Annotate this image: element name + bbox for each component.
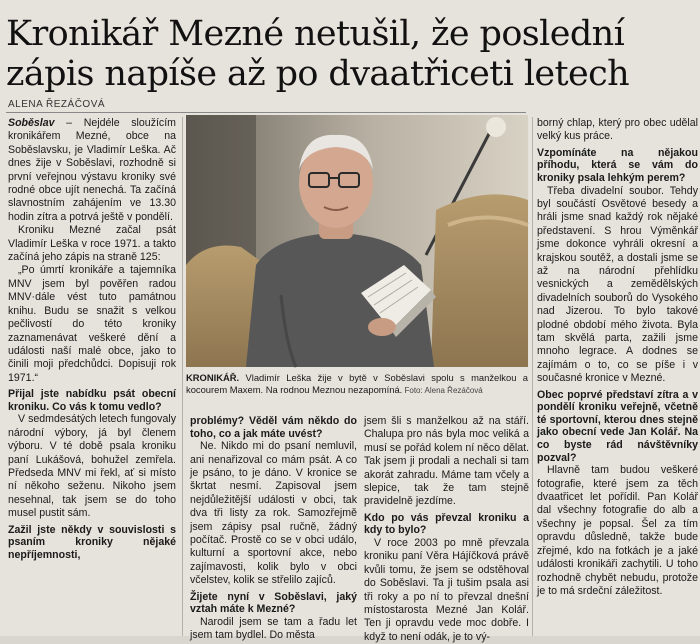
byline-rule — [6, 112, 526, 113]
interview-question: Vzpomínáte na nějakou příhodu, která se vám do kroniky psala lehkým perem? — [537, 146, 698, 184]
column-divider — [182, 117, 183, 636]
interview-question: Přijal jste nabídku psát obecní kroniku. Co vás k tomu vedlo? — [8, 388, 176, 413]
caption-text: Vladimír Leška žije v bytě v Soběslavi spolu s manželkou a kocourem Maxem. Na rodnou Meznou nezapomíná. — [186, 372, 528, 395]
paragraph-text: – Nejdéle sloužícím kronikářem Mezné, obce na Soběslavsku, je Vladimír Leška. Ač dnes žije v Soběslavi, rozhodně si první veřejnou výstavu kroniky své rodné obce ujít nenechá. Ta začíná slavnostním zahájením ve 13.30 hodin zítra a potrvá ještě v pondělí. — [8, 117, 176, 223]
paragraph: borný chlap, který pro obec udělal velký kus práce. — [537, 117, 698, 143]
paragraph: jsem šli s manželkou až na stáří. Chalupa pro nás byla moc veliká a musí se pořád kolem ní něco dělat. Tak jsem ji prodali a nechali si tam akorát zahradu. Máme tam včely a slepice, tak že tam stejně pravidelně jezdíme. — [364, 415, 529, 508]
quote-paragraph: „Po úmrtí kronikáře a tajemníka MNV jsem byl pověřen radou MNV·dále vést tuto památnou knihu. Budu se snažit s velkou pečlivostí do této kroniky zaznamenávat veškeré dění a události naší malé obce, jako to činili moji předchůdci. Dopisuji rok 1971.“ — [8, 264, 176, 384]
paragraph: V roce 2003 po mně převzala kroniku paní Věra Hájíčková právě kvůli tomu, že jsem se odstěhoval do Soběslavi. Ta ji tušim psala asi tři roky a po ní to převzal dnešní místostarosta Mezné Jan Kolář. Ten ji opravdu vede moc dobře. I když to není odák, je to vý- — [364, 537, 529, 643]
headline — [6, 14, 696, 94]
dateline: Soběslav — [8, 117, 55, 129]
paragraph: Hlavně tam budou veškeré fotografie, které jsem za těch dvaatřicet let pořídil. Pan Kolář dal všechny fotografie do alb a všechny je popsal. Šel za tím opravdu důsledně, takže bude zřejmé, kdo na fotkách je a jaké události kronikáři zachytili. U toho rozhodně chybět nebudu, protože je to má srdeční záležitost. — [537, 464, 698, 597]
photo-caption — [186, 372, 528, 397]
interview-question: Obec poprvé představí zítra a v pondělí kroniku veřejně, včetně té sportovní, kterou dnes stejně jako obecní vede Jan Kolář. Na co byste rád návštěvníky pozval? — [537, 388, 698, 464]
photo-credit: Foto: Alena Řezáčová — [402, 386, 483, 395]
paragraph — [8, 117, 176, 224]
paragraph: Ne. Nikdo mi do psaní nemluvil, ani nenařizoval co mám psát. A co je psáno, to je dáno. V kronice se škrtat nesmí. Zapisoval jsem nejdůležitější události v obci, tak dva tři listy za rok. Samozřejmě jsem zápisy psal ručně, žádný počítač. Prostě co se v obci událo, kulturní a sportovní akce, nebo zajímavosti, kolik bylo v obci včelstev, kolik se střelilo zajíců. — [190, 440, 357, 587]
headline-line-1: Kronikář Mezné netušil, že poslední — [6, 14, 625, 54]
interview-question: Zažil jste někdy v souvislosti s psaním kroniky nějaké nepříjemnosti, — [8, 523, 176, 561]
caption-label: KRONIKÁŘ. — [186, 372, 240, 383]
paragraph: Kroniku Mezné začal psát Vladimír Leška v roce 1971. a takto začíná jeho zápis na straně 125: — [8, 224, 176, 264]
headline-line-2: zápis napíše až po dvaatřiceti letech — [6, 54, 630, 94]
article-photo — [186, 115, 528, 367]
article-column-3 — [364, 415, 529, 643]
paragraph: Třeba divadelní soubor. Tehdy byl součástí Osvětové besedy a hráli jsme snad každý rok nějaké představení. S hrou Výměnkář jsme dokonce vyhráli okresní a krajskou soutěž, a dostali jsme se až na národní přehlídku vesnických a zemědělských divadelních souborů do Vysokého nad Jizerou. To bylo takové plodné období mého života. Byla tam skvělá parta, zažili jsme mnoho legrace. A dodnes se zajímám o to, co se píše i v současné kronice v Mezné. — [537, 184, 698, 385]
interview-question: Kdo po vás převzal kroniku a kdy to bylo? — [364, 511, 529, 537]
article-column-4 — [537, 117, 698, 636]
paragraph: Narodil jsem se tam a řadu let jsem tam bydlel. Do města — [190, 615, 357, 642]
interview-question: problémy? Věděl vám někdo do toho, co a jak máte uvést? — [190, 415, 357, 440]
byline: ALENA ŘEZÁČOVÁ — [8, 99, 106, 110]
interview-question: Žijete nyní v Soběslavi, jaký vztah máte k Mezné? — [190, 590, 357, 616]
column-divider — [532, 117, 533, 636]
article-column-1 — [8, 117, 176, 636]
paragraph: V sedmdesátých letech fungovaly národní výbory, já byl členem výboru. V té době psala kroniku paní Lukášová, bohužel zemřela. Předseda MNV mi řekl, ať si místo ní někoho seženu. Nikoho jsem nesehnal, tak jsem se do toho musel pustit sám. — [8, 413, 176, 520]
article-column-2 — [190, 415, 357, 642]
